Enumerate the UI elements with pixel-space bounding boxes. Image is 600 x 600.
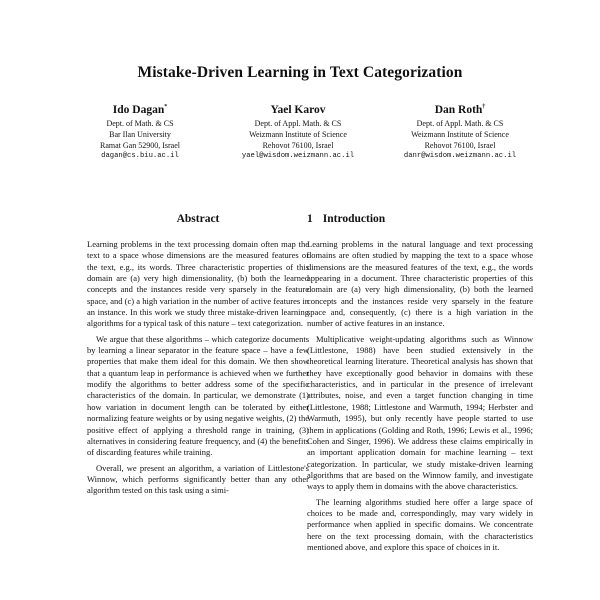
author-email: dagan@cs.biu.ac.il [101, 151, 179, 160]
section-title: Introduction [322, 213, 386, 225]
section-number: 1 [307, 213, 313, 225]
author-name: Ido Dagan [112, 103, 165, 116]
author-institution: Weizmann Institute of Science [249, 129, 347, 139]
author-affiliation: Dept. of Appl. Math. & CS [416, 118, 504, 128]
author-mark: * [164, 104, 168, 110]
author-1 [50, 100, 230, 162]
author-address: Rehovot 76100, Israel [262, 140, 334, 150]
author-address: Ramat Gan 52900, Israel [100, 140, 180, 150]
author-email: yael@wisdom.weizmann.ac.il [241, 151, 355, 160]
section-heading [307, 212, 533, 226]
author-name: Dan Roth [434, 103, 483, 116]
intro-paragraph-1: Learning problems in the natural language and text processing domains are often studied by mapping the text to a space whose dimensions are the measured features of the text, e.g., the words appearing in a document. Three characteristic properties of this domain are (a) very high dimensionality, (b) both the learned concepts and the instances reside very sparsely in the feature space and, consequently, (c) there is a high variation in the number of active features in an instance. [307, 239, 533, 329]
author-name: Yael Karov [270, 103, 326, 116]
abstract-paragraph-3: Overall, we present an algorithm, a variation of Littlestone's Winnow, which performs significantly better than any other algorithm tested on this task using a simi- [87, 462, 309, 496]
author-institution: Weizmann Institute of Science [411, 129, 509, 139]
paper-title: Mistake-Driven Learning in Text Categorization [137, 64, 463, 81]
introduction-column [307, 212, 533, 600]
author-institution: Bar Ilan University [109, 129, 171, 139]
abstract-paragraph-1: Learning problems in the text processing domain often map the text to a space whose dimensions are the measured features of the text, e.g., its words. Three characteristic properties of this domain are (a) very high dimensionality, (b) both the learned concepts and the instances reside very sparsely in the feature space, and (c) a high variation in the number of active features in an instance. In this work we study three mistake-driven learning algorithms for a typical task of this nature – text categorization. [87, 239, 309, 329]
author-block [0, 100, 600, 180]
author-affiliation: Dept. of Math. & CS [106, 118, 174, 128]
author-3 [370, 100, 550, 162]
author-email: danr@wisdom.weizmann.ac.il [403, 151, 517, 160]
abstract-paragraph-2: We argue that these algorithms – which categorize documents by learning a linear separator in the feature space – have a few properties that make them ideal for this domain. We then show that a quantum leap in performance is achieved when we further modify the algorithms to better address some of the specific characteristics of the domain. In particular, we demonstrate (1) how variation in document length can be tolerated by either normalizing feature weights or by using negative weights, (2) the positive effect of applying a threshold range in training, (3) alternatives in considering feature frequency, and (4) the benefits of discarding features while training. [87, 333, 309, 458]
author-address: Rehovot 76100, Israel [424, 140, 496, 150]
author-affiliation: Dept. of Appl. Math. & CS [254, 118, 342, 128]
abstract-column [87, 212, 309, 600]
intro-paragraph-2: Multiplicative weight-updating algorithms such as Winnow (Littlestone, 1988) have been studied extensively in the theoretical learning literature. Theoretical analysis has shown that they have exceptionally good behavior in domains with these characteristics, and in particular in the presence of irrelevant attributes, noise, and even a target function changing in time (Littlestone, 1988; Littlestone and Warmuth, 1994; Herbster and Warmuth, 1995), but only recently have people started to use them in applications (Golding and Roth, 1996; Lewis et al., 1996; Cohen and Singer, 1996). We address these claims empirically in an important application domain for machine learning – text categorization. In particular, we study mistake-driven learning algorithms that are based on the Winnow family, and investigate ways to apply them in domains with the above characteristics. [307, 333, 533, 492]
author-2 [208, 100, 388, 162]
author-mark: † [482, 104, 486, 110]
intro-paragraph-3: The learning algorithms studied here offer a large space of choices to be made and, correspondingly, may vary widely in performance when applied in specific domains. We concentrate here on the text processing domain, with the characteristics mentioned above, and explore this space of choices in it. [307, 496, 533, 552]
abstract-heading: Abstract [176, 213, 220, 225]
